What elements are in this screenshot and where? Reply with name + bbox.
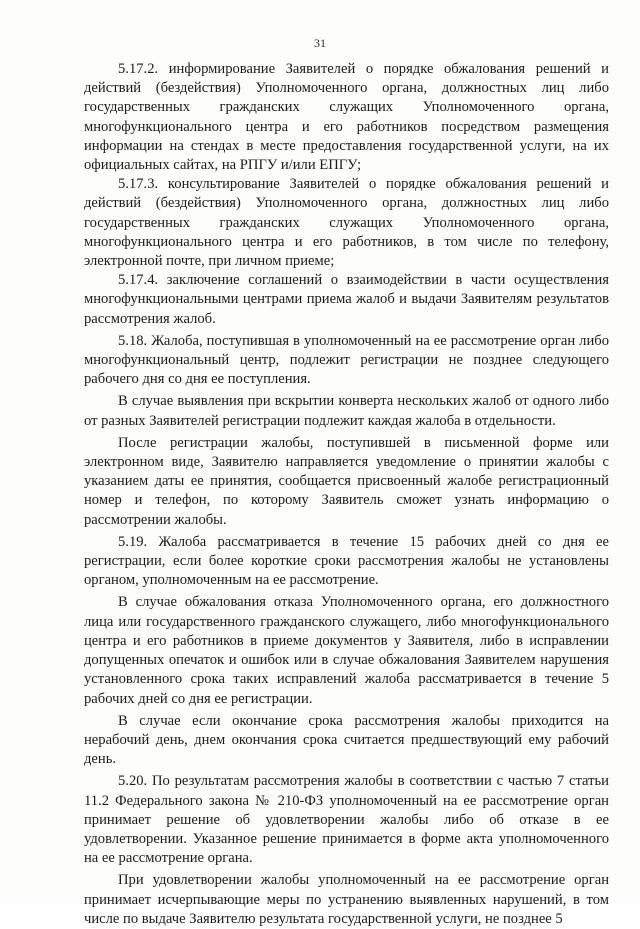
paragraph-non-working-day: В случае если окончание срока рассмотрения жалобы приходится на нерабочий день, днем окончания срока считается предшествующий ему рабочий день.	[84, 712, 609, 768]
paragraph-satisfaction: При удовлетворении жалобы уполномоченный на ее рассмотрение орган принимает исчерпывающие меры по устранению выявленных нарушений, в том числе по выдаче Заявителю результата государственной услуги, не позднее 5	[84, 872, 609, 927]
paragraph-5-19: 5.19. Жалоба рассматривается в течение 15 рабочих дней со дня ее регистрации, если более короткие сроки рассмотрения жалобы не установлены органом, уполномоченным на ее рассмотрение.	[84, 533, 609, 589]
document-body	[84, 60, 609, 929]
paragraph-5-17-2: 5.17.2. информирование Заявителей о порядке обжалования решений и действий (бездействия) Уполномоченного органа, должностных лиц либо государственных гражданских служащих Уполномоченного органа, многофункционального центра и его работников посредством размещения информации на стендах в месте предоставления государственной услуги, на их официальных сайтах, на РПГУ и/или ЕПГУ;	[84, 61, 609, 174]
paragraph-multiple-complaints: В случае выявления при вскрытии конверта нескольких жалоб от одного либо от разных Заявителей регистрации подлежит каждая жалоба в отдельности.	[84, 393, 609, 429]
paragraph-5-20: 5.20. По результатам рассмотрения жалобы в соответствии с частью 7 статьи 11.2 Федерального закона № 210-ФЗ уполномоченный на ее рассмотрение орган принимает решение об удовлетворении жалобы либо об отказе в ее удовлетворении. Указанное решение принимается в форме акта уполномоченного на ее рассмотрение органа.	[84, 773, 609, 867]
paragraph-5-17-3: 5.17.3. консультирование Заявителей о порядке обжалования решений и действий (бездействия) Уполномоченного органа, должностных лиц либо государственных гражданских служащих Уполномоченного органа, многофункционального центра и его работников, в том числе по телефону, электронной почте, при личном приеме;	[84, 176, 609, 270]
page-number: 31	[314, 36, 326, 50]
paragraph-refusal-appeal: В случае обжалования отказа Уполномоченного органа, его должностного лица или государственного гражданского служащего, либо многофункционального центра и его работников в приеме документов у Заявителя, либо в исправлении допущенных опечаток и ошибок или в случае обжалования Заявителем нарушения установленного срока таких исправлений жалоба рассматривается в течение 5 рабочих дней со дня ее регистрации.	[84, 594, 609, 707]
paragraph-5-18: 5.18. Жалоба, поступившая в уполномоченный на ее рассмотрение орган либо многофункциональный центр, подлежит регистрации не позднее следующего рабочего дня со дня ее поступления.	[84, 332, 609, 388]
paragraph-5-17-4: 5.17.4. заключение соглашений о взаимодействии в части осуществления многофункциональными центрами приема жалоб и выдачи Заявителям результатов рассмотрения жалоб.	[84, 272, 609, 327]
paragraph-after-registration: После регистрации жалобы, поступившей в письменной форме или электронном виде, Заявителю направляется уведомление о принятии жалобы с указанием даты ее принятия, сообщается присвоенный жалобе регистрационный номер и телефон, по которому Заявитель сможет узнать информацию о рассмотрении жалобы.	[84, 434, 609, 528]
